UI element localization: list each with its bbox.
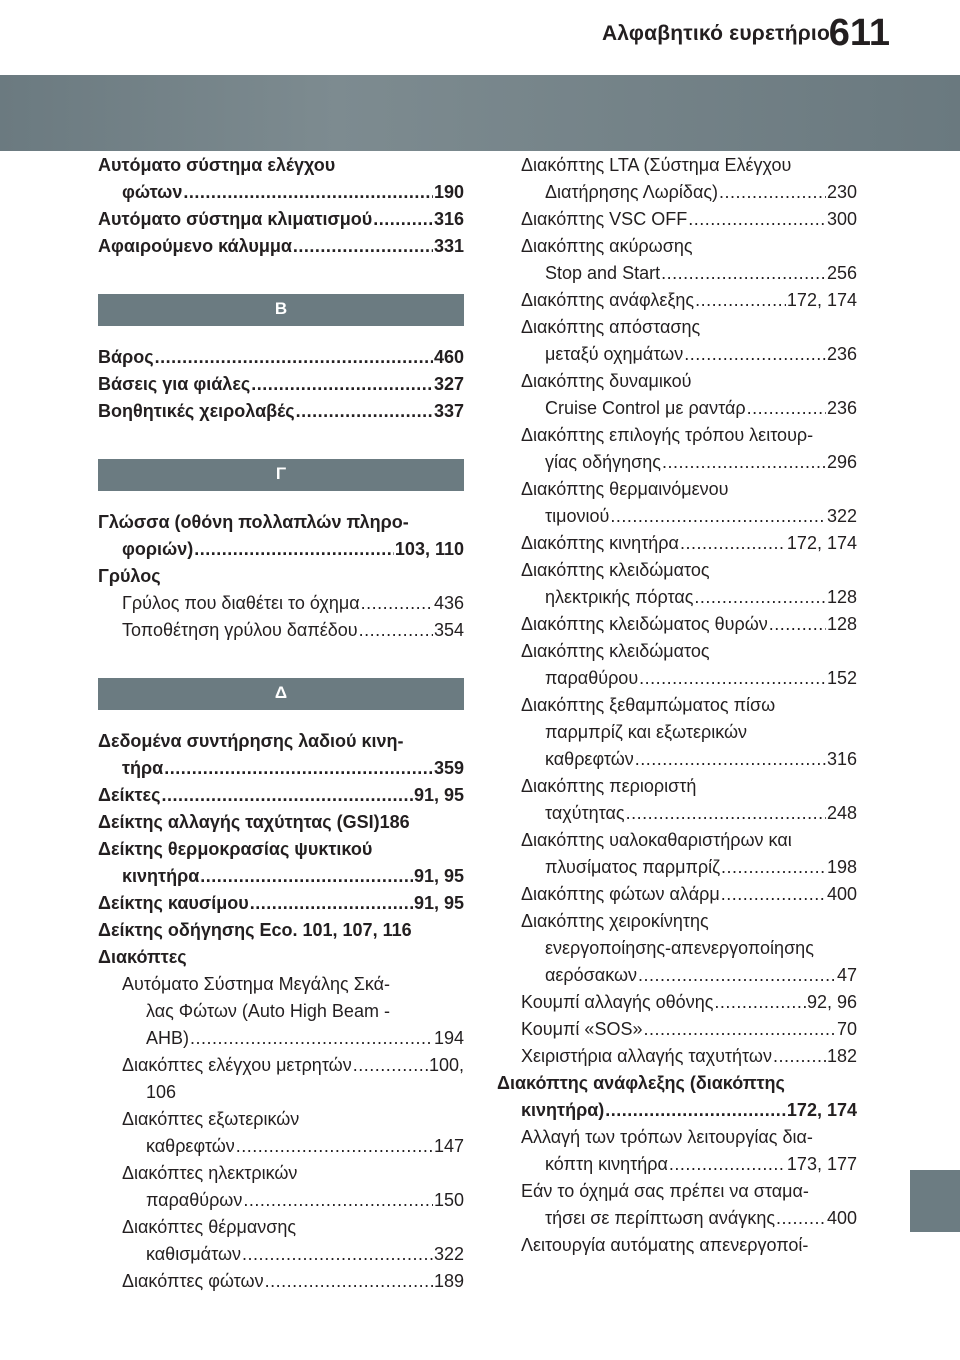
index-subentry: Διακόπτης ξεθαμπώματος πίσω: [521, 695, 776, 715]
index-subentry: Χειριστήρια αλλαγής ταχυτήτων ..... 182: [497, 1043, 857, 1070]
section-header-d: Δ: [98, 678, 464, 710]
index-subentry: μεταξύ οχημάτων ..... 236: [497, 341, 857, 368]
index-subentry: Κουμπί αλλαγής οθόνης ..... 92, 96: [497, 989, 857, 1016]
index-entry: τήρα ..... 359: [98, 755, 464, 782]
index-subentry: κόπτη κινητήρα ..... 173, 177: [497, 1151, 857, 1178]
thumb-index-tab: [910, 1170, 960, 1232]
index-subentry: Αλλαγή των τρόπων λειτουργίας δια-: [521, 1127, 813, 1147]
index-column-right: [497, 152, 857, 1259]
index-subentry: Γρύλος που διαθέτει το όχημα ..... 436: [98, 590, 464, 617]
index-subentry: Διακόπτες θέρμανσης: [122, 1217, 297, 1237]
index-subentry: Διακόπτες ελέγχου μετρητών ..... 100,: [98, 1052, 464, 1079]
index-subentry: Διακόπτης θερμαινόμενου: [521, 479, 729, 499]
index-subentry: Κουμπί «SOS» ..... 70: [497, 1016, 857, 1043]
index-subentry: Διακόπτης απόστασης: [521, 317, 701, 337]
index-entry: φοριών) ..... 103, 110: [98, 536, 464, 563]
index-subentry: Διακόπτης κλειδώματος: [521, 641, 710, 661]
index-column-left: [98, 152, 464, 1295]
index-subentry: καθισμάτων ..... 322: [98, 1241, 464, 1268]
index-subentry: Διακόπτης περιοριστή: [521, 776, 697, 796]
index-entry: Δείκτης οδήγησης Eco. 101, 107, 116: [98, 920, 412, 940]
index-subentry: Διακόπτης επιλογής τρόπου λειτουρ-: [521, 425, 814, 445]
index-entry: Αυτόματο σύστημα ελέγχου: [98, 155, 336, 175]
index-subentry: Διακόπτης κλειδώματος: [521, 560, 710, 580]
index-entry: Διακόπτες: [98, 947, 187, 967]
index-subentry: Stop and Start ..... 256: [497, 260, 857, 287]
index-entry: Διακόπτης ανάφλεξης (διακόπτης: [497, 1073, 785, 1093]
index-entry: κινητήρα) ..... 172, 174: [497, 1097, 857, 1124]
index-subentry: 106: [146, 1082, 177, 1102]
index-entry: Γλώσσα (οθόνη πολλαπλών πληρο-: [98, 512, 409, 532]
index-subentry: τιμονιού ..... 322: [497, 503, 857, 530]
index-subentry: ενεργοποίησης-απενεργοποίησης: [545, 938, 814, 958]
header-title: Αλφαβητικό ευρετήριο: [601, 22, 830, 45]
index-subentry: καθρεφτών ..... 147: [98, 1133, 464, 1160]
index-entry: Αυτόματο σύστημα κλιματισμού ..... 316: [98, 206, 464, 233]
index-subentry: Τοποθέτηση γρύλου δαπέδου ..... 354: [98, 617, 464, 644]
index-subentry: Διακόπτης LTA (Σύστημα Ελέγχου: [521, 155, 792, 175]
header-band: [0, 75, 960, 151]
index-subentry: Εάν το όχημά σας πρέπει να σταμα-: [521, 1181, 809, 1201]
index-subentry: παραθύρου ..... 152: [497, 665, 857, 692]
index-subentry: Αυτόματο Σύστημα Μεγάλης Σκά-: [122, 974, 391, 994]
index-subentry: Διακόπτης δυναμικού: [521, 371, 692, 391]
index-entry: Βάσεις για φιάλες ..... 327: [98, 371, 464, 398]
index-subentry: γίας οδήγησης ..... 296: [497, 449, 857, 476]
index-subentry: λας Φώτων (Auto High Beam -: [146, 1001, 390, 1021]
index-subentry: Διακόπτης VSC OFF ..... 300: [497, 206, 857, 233]
index-subentry: Διακόπτης χειροκίνητης: [521, 911, 709, 931]
index-subentry: Διακόπτης ανάφλεξης ..... 172, 174: [497, 287, 857, 314]
index-subentry: Λειτουργία αυτόματης απενεργοποί-: [521, 1235, 809, 1255]
index-entry: Δείκτης αλλαγής ταχύτητας (GSI)186: [98, 812, 410, 832]
index-subentry: παρμπρίζ και εξωτερικών: [545, 722, 748, 742]
index-entry: Βάρος ..... 460: [98, 344, 464, 371]
index-subentry: ηλεκτρικής πόρτας ..... 128: [497, 584, 857, 611]
index-subentry: τήσει σε περίπτωση ανάγκης ..... 400: [497, 1205, 857, 1232]
index-entry: Δείκτης καυσίμου ..... 91, 95: [98, 890, 464, 917]
index-subentry: AHB) ..... 194: [98, 1025, 464, 1052]
section-header-b: Β: [98, 294, 464, 326]
index-subentry: παραθύρων ..... 150: [98, 1187, 464, 1214]
index-entry: Δεδομένα συντήρησης λαδιού κινη-: [98, 731, 404, 751]
index-entry: κινητήρα ..... 91, 95: [98, 863, 464, 890]
index-subentry: πλυσίματος παρμπρίζ ..... 198: [497, 854, 857, 881]
index-subentry: Διακόπτης κλειδώματος θυρών ..... 128: [497, 611, 857, 638]
index-subentry: Διατήρησης Λωρίδας) ..... 230: [497, 179, 857, 206]
index-subentry: Διακόπτες φώτων ..... 189: [98, 1268, 464, 1295]
index-entry: Δείκτης θερμοκρασίας ψυκτικού: [98, 839, 373, 859]
index-subentry: Διακόπτες ηλεκτρικών: [122, 1163, 298, 1183]
index-subentry: Διακόπτης κινητήρα ..... 172, 174: [497, 530, 857, 557]
index-subentry: Διακόπτες εξωτερικών: [122, 1109, 300, 1129]
index-subentry: αερόσακων ..... 47: [497, 962, 857, 989]
index-subentry: καθρεφτών ..... 316: [497, 746, 857, 773]
index-entry: Γρύλος: [98, 566, 161, 586]
index-subentry: Διακόπτης ακύρωσης: [521, 236, 693, 256]
index-entry: φώτων ..... 190: [98, 179, 464, 206]
index-subentry: Cruise Control με ραντάρ ..... 236: [497, 395, 857, 422]
index-entry: Αφαιρούμενο κάλυμμα ..... 331: [98, 233, 464, 260]
index-subentry: ταχύτητας ..... 248: [497, 800, 857, 827]
section-header-g: Γ: [98, 459, 464, 491]
index-subentry: Διακόπτης φώτων αλάρμ ..... 400: [497, 881, 857, 908]
index-subentry: Διακόπτης υαλοκαθαριστήρων και: [521, 830, 792, 850]
page-number: 611: [828, 12, 890, 54]
index-entry: Βοηθητικές χειρολαβές ..... 337: [98, 398, 464, 425]
index-entry: Δείκτες ..... 91, 95: [98, 782, 464, 809]
